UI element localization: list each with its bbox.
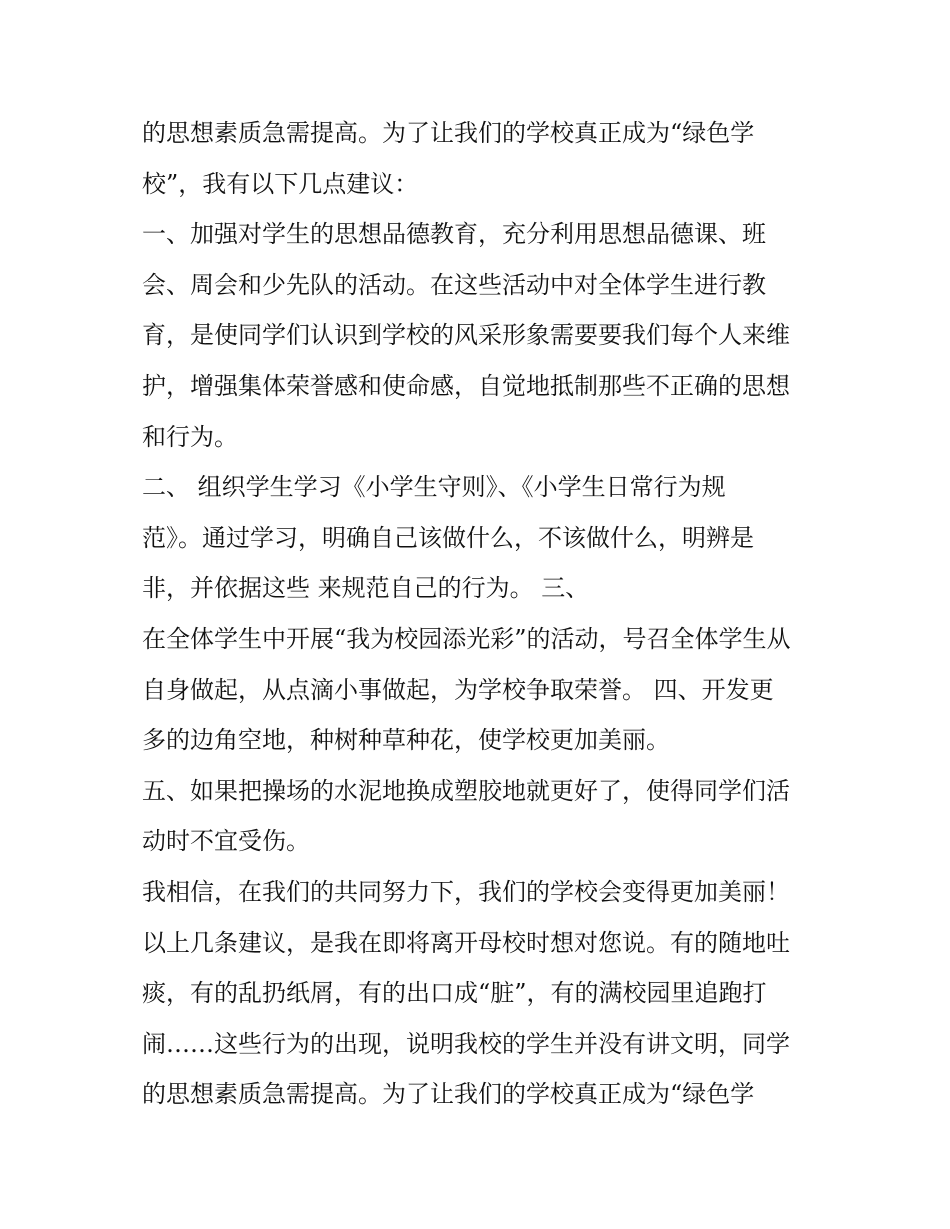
text-line: 我相信，在我们的共同努力下，我们的学校会变得更加美丽！ (142, 877, 790, 906)
body-text (142, 108, 832, 1120)
text-line: 一、加强对学生的思想品德教育，充分利用思想品德课、班 (142, 220, 766, 249)
text-line: 五、如果把操场的水泥地换成塑胶地就更好了，使得同学们活 (142, 776, 790, 805)
text-line: 范》。通过学习，明确自己该做什么，不该做什么，明辨是 (142, 523, 754, 552)
text-line: 自身做起，从点滴小事做起，为学校争取荣誉。 四、开发更 (142, 675, 774, 704)
text-line: 闹……这些行为的出现，说明我校的学生并没有讲文明，同学 (142, 1029, 790, 1058)
text-line: 的思想素质急需提高。为了让我们的学校真正成为“绿色学 (142, 1080, 755, 1109)
text-line: 的思想素质急需提高。为了让我们的学校真正成为“绿色学 (142, 119, 755, 147)
text-line: 育，是使同学们认识到学校的风采形象需要要我们每个人来维 (142, 321, 790, 350)
text-line: 痰，有的乱扔纸屑，有的出口成“脏”，有的满校园里追跑打 (142, 979, 767, 1008)
text-line: 以上几条建议，是我在即将离开母校时想对您说。有的随地吐 (142, 928, 790, 957)
text-line: 二、 组织学生学习《小学生守则》、《小学生日常行为规 (142, 473, 726, 502)
text-line: 非，并依据这些 来规范自己的行为。 三、 (142, 574, 590, 603)
text-line: 会、周会和少先队的活动。在这些活动中对全体学生进行教 (142, 270, 766, 299)
text-line: 多的边角空地，种树种草种花，使学校更加美丽。 (142, 726, 670, 755)
text-line: 和行为。 (142, 422, 238, 451)
text-line: 动时不宜受伤。 (142, 827, 310, 856)
text-line: 校”，我有以下几点建议： (142, 169, 419, 198)
text-line: 护，增强集体荣誉感和使命感，自觉地抵制那些不正确的思想 (142, 371, 790, 400)
text-line: 在全体学生中开展“我为校园添光彩”的活动，号召全体学生从 (142, 624, 791, 653)
